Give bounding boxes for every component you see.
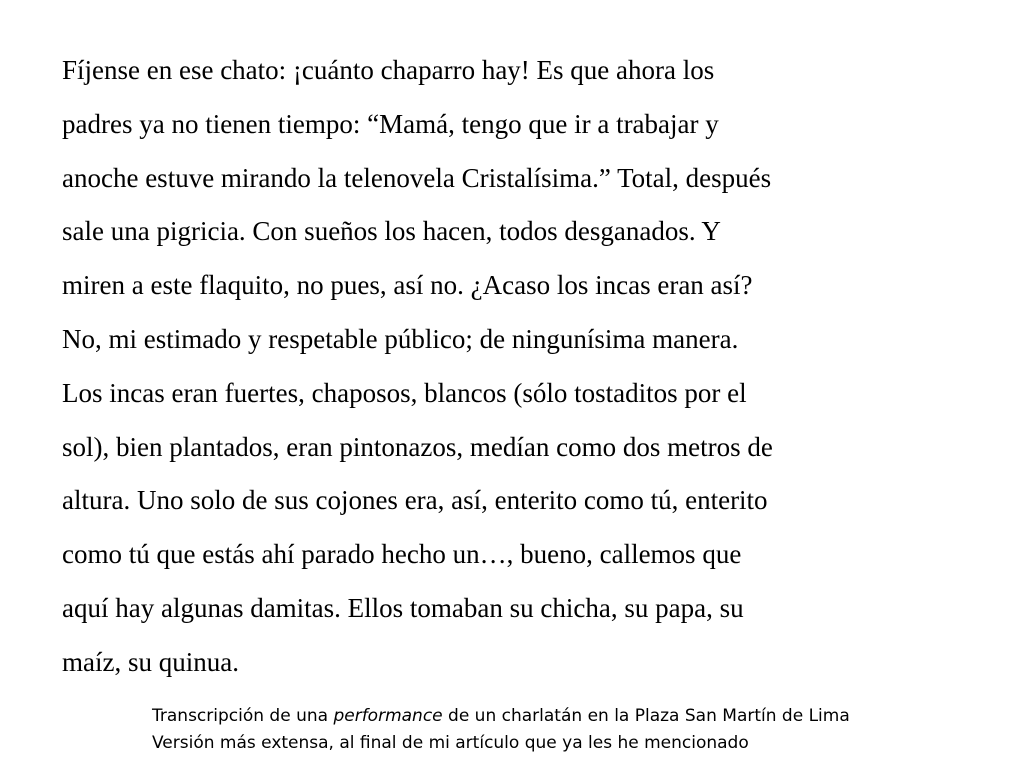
caption-prefix: Transcripción de una <box>152 706 334 726</box>
caption-line-2: Versión más extensa, al final de mi artículo que ya les he mencionado <box>152 733 749 753</box>
caption-line-1 <box>152 703 1012 730</box>
caption <box>152 703 1012 757</box>
quoted-paragraph: Fíjense en ese chato: ¡cuánto chaparro hay! Es que ahora los padres ya no tienen tiempo: “Mamá, tengo que ir a trabajar y anoche estuve mirando la telenovela Cristalísima.” Total, después sale una pigricia. Con sueños los hacen, todos desganados. Y miren a este flaquito, no pues, así no. ¿Acaso los incas eran así? No, mi estimado y respetable público; de ningunísima manera. Los incas eran fuertes, chaposos, blancos (sólo tostaditos por el sol), bien plantados, eran pintonazos, medían como dos metros de altura. Uno solo de sus cojones era, así, enterito como tú, enterito como tú que estás ahí parado hecho un…, bueno, callemos que aquí hay algunas damitas. Ellos tomaban su chicha, su papa, su maíz, su quinua. <box>62 55 773 677</box>
caption-emphasis: performance <box>333 706 443 726</box>
caption-suffix: de un charlatán en la Plaza San Martín de Lima <box>442 706 850 726</box>
